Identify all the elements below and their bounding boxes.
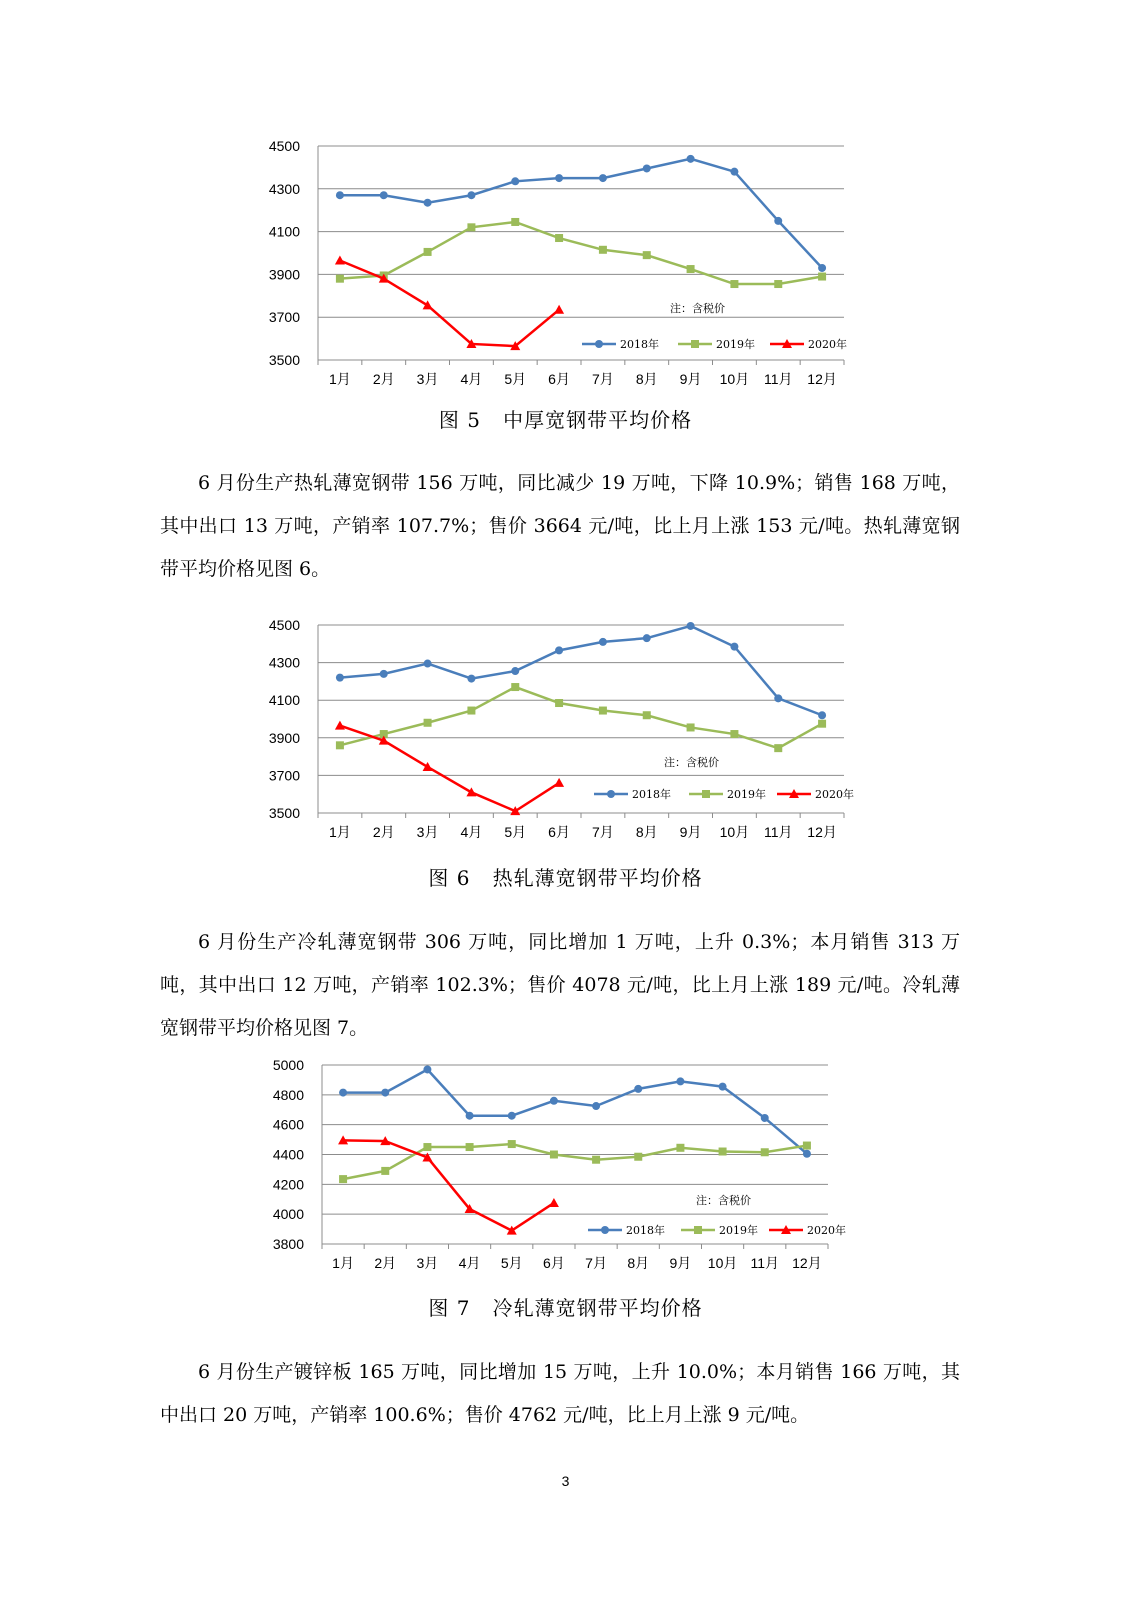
data-point-2018年 bbox=[508, 1112, 516, 1120]
data-point-2018年 bbox=[466, 1112, 474, 1120]
y-tick-label: 4600 bbox=[272, 1116, 304, 1133]
data-point-2019年 bbox=[511, 683, 519, 691]
x-tick-label: 1月 bbox=[332, 1255, 354, 1271]
legend-label: 2018年 bbox=[632, 788, 671, 801]
page-number: 3 bbox=[561, 1473, 570, 1489]
x-tick-label: 7月 bbox=[585, 1255, 607, 1271]
x-tick-label: 9月 bbox=[679, 824, 702, 840]
series-line-2019年 bbox=[340, 687, 822, 748]
x-tick-label: 8月 bbox=[627, 1255, 650, 1271]
data-point-2020年 bbox=[554, 305, 564, 314]
data-point-2018年 bbox=[687, 155, 695, 163]
data-point-2018年 bbox=[818, 711, 826, 719]
legend-marker bbox=[691, 340, 699, 348]
x-tick-label: 11月 bbox=[763, 371, 793, 387]
data-point-2020年 bbox=[466, 787, 476, 796]
data-point-2018年 bbox=[467, 675, 475, 683]
legend-label: 2019年 bbox=[719, 1224, 758, 1237]
data-point-2018年 bbox=[380, 670, 388, 678]
data-point-2019年 bbox=[774, 280, 782, 288]
data-point-2019年 bbox=[511, 218, 519, 226]
data-point-2019年 bbox=[336, 741, 344, 749]
data-point-2019年 bbox=[466, 1143, 474, 1151]
y-tick-label: 3900 bbox=[268, 729, 300, 746]
data-point-2018年 bbox=[555, 646, 563, 654]
x-tick-label: 12月 bbox=[807, 371, 837, 387]
y-tick-label: 3700 bbox=[268, 309, 300, 326]
data-point-2019年 bbox=[687, 723, 695, 731]
legend-label: 2019年 bbox=[727, 788, 766, 801]
data-point-2018年 bbox=[336, 191, 344, 199]
data-point-2019年 bbox=[599, 246, 607, 254]
data-point-2019年 bbox=[423, 1143, 431, 1151]
data-point-2018年 bbox=[774, 694, 782, 702]
data-point-2019年 bbox=[687, 265, 695, 273]
figure-7-caption: 图 7 冷轧薄宽钢带平均价格 bbox=[428, 1296, 703, 1320]
chart-5-svg bbox=[240, 130, 860, 400]
series-line-2020年 bbox=[340, 260, 559, 346]
series-line-2018年 bbox=[343, 1069, 807, 1153]
data-point-2019年 bbox=[508, 1140, 516, 1148]
x-tick-label: 2月 bbox=[372, 824, 395, 840]
y-tick-label: 4300 bbox=[268, 180, 300, 197]
legend-marker bbox=[694, 1226, 702, 1234]
y-tick-label: 4000 bbox=[272, 1206, 304, 1223]
data-point-2018年 bbox=[555, 174, 563, 182]
data-point-2019年 bbox=[761, 1148, 769, 1156]
data-point-2018年 bbox=[676, 1077, 684, 1085]
data-point-2019年 bbox=[730, 730, 738, 738]
paragraph-galvanized: 6 月份生产镀锌板 165 万吨，同比增加 15 万吨，上升 10.0%；本月销售 166 万吨，其中出口 20 万吨，产销率 100.6%；售价 4762 元/吨，比上月上涨 9 元/吨。 bbox=[160, 1361, 960, 1426]
y-tick-label: 4200 bbox=[272, 1176, 304, 1193]
data-point-2018年 bbox=[511, 667, 519, 675]
x-tick-label: 2月 bbox=[372, 371, 395, 387]
data-point-2018年 bbox=[730, 168, 738, 176]
data-point-2019年 bbox=[339, 1175, 347, 1183]
data-point-2019年 bbox=[730, 280, 738, 288]
y-tick-label: 4100 bbox=[268, 692, 300, 709]
data-point-2018年 bbox=[424, 660, 432, 668]
data-point-2018年 bbox=[511, 177, 519, 185]
x-tick-label: 3月 bbox=[416, 824, 439, 840]
data-point-2019年 bbox=[555, 234, 563, 242]
x-tick-label: 4月 bbox=[460, 371, 483, 387]
data-point-2019年 bbox=[643, 251, 651, 259]
y-tick-label: 3700 bbox=[268, 767, 300, 784]
data-point-2018年 bbox=[643, 634, 651, 642]
x-tick-label: 3月 bbox=[416, 371, 439, 387]
legend-marker bbox=[607, 790, 615, 798]
x-tick-label: 10月 bbox=[707, 1255, 738, 1271]
series-line-2020年 bbox=[340, 726, 559, 812]
data-point-2018年 bbox=[423, 1065, 431, 1073]
chart-6 bbox=[240, 608, 860, 848]
data-point-2018年 bbox=[339, 1089, 347, 1097]
x-tick-label: 11月 bbox=[763, 824, 793, 840]
paragraph-cold-rolled: 6 月份生产冷轧薄宽钢带 306 万吨，同比增加 1 万吨，上升 0.3%；本月销售 313 万吨，其中出口 12 万吨，产销率 102.3%；售价 4078 元/吨，比上月上涨 189 元/吨。冷轧薄宽钢带平均价格见图 7。 bbox=[160, 931, 960, 1039]
data-point-2018年 bbox=[634, 1085, 642, 1093]
legend-marker bbox=[702, 790, 710, 798]
chart-7-svg bbox=[250, 1052, 850, 1282]
data-point-2019年 bbox=[803, 1142, 811, 1150]
series-line-2018年 bbox=[340, 626, 822, 715]
y-tick-label: 3900 bbox=[268, 266, 300, 283]
series-line-2019年 bbox=[343, 1144, 807, 1179]
data-point-2019年 bbox=[550, 1151, 558, 1159]
x-tick-label: 9月 bbox=[669, 1255, 692, 1271]
legend-label: 2019年 bbox=[716, 338, 755, 351]
x-tick-label: 7月 bbox=[592, 824, 614, 840]
x-tick-label: 11月 bbox=[750, 1255, 780, 1271]
data-point-2018年 bbox=[424, 199, 432, 207]
y-tick-label: 3500 bbox=[268, 352, 300, 368]
x-tick-label: 12月 bbox=[792, 1255, 822, 1271]
data-point-2019年 bbox=[555, 699, 563, 707]
data-point-2019年 bbox=[467, 223, 475, 231]
x-tick-label: 1月 bbox=[329, 371, 351, 387]
data-point-2018年 bbox=[599, 638, 607, 646]
y-tick-label: 4300 bbox=[268, 654, 300, 671]
data-point-2019年 bbox=[774, 744, 782, 752]
x-tick-label: 3月 bbox=[416, 1255, 439, 1271]
x-tick-label: 2月 bbox=[374, 1255, 397, 1271]
data-point-2019年 bbox=[643, 711, 651, 719]
data-point-2018年 bbox=[719, 1083, 727, 1091]
y-tick-label: 4100 bbox=[268, 223, 300, 240]
figure-5-caption: 图 5 中厚宽钢带平均价格 bbox=[438, 408, 693, 432]
x-tick-label: 4月 bbox=[460, 824, 483, 840]
legend-label: 2018年 bbox=[620, 338, 659, 351]
chart-note: 注：含税价 bbox=[696, 1194, 751, 1207]
legend-label: 2020年 bbox=[807, 1224, 846, 1237]
legend-label: 2020年 bbox=[815, 788, 854, 801]
chart-7 bbox=[250, 1052, 850, 1282]
chart-note: 注：含税价 bbox=[670, 302, 725, 315]
chart-note: 注：含税价 bbox=[664, 756, 719, 769]
x-tick-label: 6月 bbox=[548, 371, 570, 387]
data-point-2019年 bbox=[467, 707, 475, 715]
data-point-2020年 bbox=[335, 255, 345, 264]
x-tick-label: 10月 bbox=[719, 824, 750, 840]
data-point-2020年 bbox=[423, 762, 433, 771]
data-point-2020年 bbox=[554, 778, 564, 787]
data-point-2018年 bbox=[380, 191, 388, 199]
y-tick-label: 4800 bbox=[272, 1086, 304, 1103]
x-tick-label: 7月 bbox=[592, 371, 614, 387]
x-tick-label: 8月 bbox=[635, 824, 658, 840]
data-point-2019年 bbox=[424, 719, 432, 727]
x-tick-label: 10月 bbox=[719, 371, 750, 387]
data-point-2019年 bbox=[381, 1167, 389, 1175]
data-point-2018年 bbox=[599, 174, 607, 182]
figure-6-caption: 图 6 热轧薄宽钢带平均价格 bbox=[428, 866, 703, 890]
data-point-2019年 bbox=[634, 1153, 642, 1161]
x-tick-label: 5月 bbox=[500, 1255, 523, 1271]
data-point-2019年 bbox=[719, 1148, 727, 1156]
y-tick-label: 4400 bbox=[272, 1146, 304, 1163]
y-tick-label: 4500 bbox=[268, 138, 300, 154]
data-point-2018年 bbox=[761, 1114, 769, 1122]
data-point-2019年 bbox=[818, 273, 826, 281]
data-point-2018年 bbox=[687, 622, 695, 630]
data-point-2018年 bbox=[803, 1150, 811, 1158]
legend-label: 2018年 bbox=[626, 1224, 665, 1237]
chart-5 bbox=[240, 130, 860, 400]
data-point-2018年 bbox=[381, 1089, 389, 1097]
series-line-2018年 bbox=[340, 159, 822, 268]
y-tick-label: 3800 bbox=[272, 1236, 304, 1252]
x-tick-label: 5月 bbox=[504, 824, 527, 840]
data-point-2018年 bbox=[730, 643, 738, 651]
data-point-2019年 bbox=[818, 720, 826, 728]
data-point-2019年 bbox=[676, 1144, 684, 1152]
data-point-2018年 bbox=[336, 674, 344, 682]
legend-marker bbox=[595, 340, 603, 348]
legend-marker bbox=[601, 1226, 609, 1234]
chart-6-svg bbox=[240, 608, 860, 848]
data-point-2019年 bbox=[336, 275, 344, 283]
x-tick-label: 12月 bbox=[807, 824, 837, 840]
data-point-2018年 bbox=[774, 217, 782, 225]
y-tick-label: 3500 bbox=[268, 805, 300, 821]
legend-label: 2020年 bbox=[808, 338, 847, 351]
x-tick-label: 6月 bbox=[543, 1255, 565, 1271]
x-tick-label: 4月 bbox=[458, 1255, 481, 1271]
data-point-2018年 bbox=[550, 1097, 558, 1105]
data-point-2020年 bbox=[335, 721, 345, 730]
series-line-2020年 bbox=[343, 1140, 554, 1230]
y-tick-label: 4500 bbox=[268, 617, 300, 633]
data-point-2018年 bbox=[592, 1102, 600, 1110]
x-tick-label: 9月 bbox=[679, 371, 702, 387]
x-tick-label: 8月 bbox=[635, 371, 658, 387]
x-tick-label: 5月 bbox=[504, 371, 527, 387]
data-point-2020年 bbox=[549, 1198, 559, 1207]
data-point-2019年 bbox=[599, 707, 607, 715]
x-tick-label: 6月 bbox=[548, 824, 570, 840]
data-point-2019年 bbox=[424, 248, 432, 256]
data-point-2018年 bbox=[467, 191, 475, 199]
data-point-2020年 bbox=[423, 300, 433, 309]
paragraph-hot-rolled: 6 月份生产热轧薄宽钢带 156 万吨，同比减少 19 万吨，下降 10.9%；销售 168 万吨，其中出口 13 万吨，产销率 107.7%；售价 3664 元/吨，比上月上涨 153 元/吨。热轧薄宽钢带平均价格见图 6。 bbox=[160, 472, 960, 580]
data-point-2018年 bbox=[643, 164, 651, 172]
x-tick-label: 1月 bbox=[329, 824, 351, 840]
y-tick-label: 5000 bbox=[272, 1057, 304, 1073]
data-point-2019年 bbox=[592, 1156, 600, 1164]
data-point-2018年 bbox=[818, 264, 826, 272]
